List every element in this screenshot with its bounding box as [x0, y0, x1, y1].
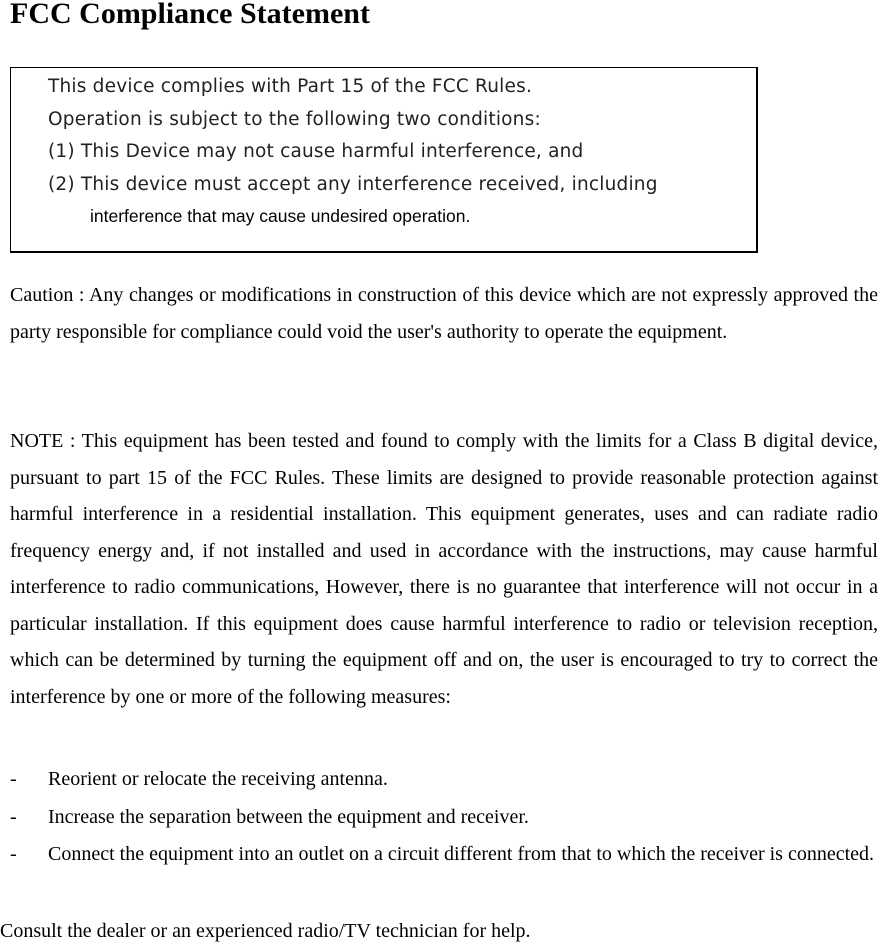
measure-list-item	[10, 761, 878, 798]
bullet-dash: -	[10, 768, 17, 790]
box-line-compliance: This device complies with Part 15 of the FCC Rules.	[48, 76, 533, 97]
measure-list-item	[10, 836, 878, 873]
box-line-condition-1: (1) This Device may not cause harmful interference, and	[48, 141, 584, 162]
measure-list-item	[10, 799, 878, 836]
measure-text: Connect the equipment into an outlet on a circuit different from that to which the receiver is connected.	[48, 843, 875, 865]
bullet-dash: -	[10, 806, 17, 828]
measure-text: Reorient or relocate the receiving antenna.	[48, 768, 388, 790]
box-line-condition-2-continued: interference that may cause undesired operation.	[90, 206, 471, 226]
measure-text: Increase the separation between the equipment and receiver.	[48, 806, 529, 828]
bullet-dash: -	[10, 843, 17, 865]
fcc-conditions-box	[10, 67, 758, 253]
box-line-condition-2: (2) This device must accept any interference received, including	[48, 174, 658, 195]
note-paragraph: NOTE : This equipment has been tested and found to comply with the limits for a Class B digital device, pursuant to part 15 of the FCC Rules. These limits are designed to provide reasonable protection against harmful interference in a residential installation. This equipment generates, uses and can radiate radio frequency energy and, if not installed and used in accordance with the instructions, may cause harmful interference to radio communications, However, there is no guarantee that interference will not occur in a particular installation. If this equipment does cause harmful interference to radio or television reception, which can be determined by turning the equipment off and on, the user is encouraged to try to correct the interference by one or more of the following measures:	[10, 430, 878, 708]
box-line-conditions-intro: Operation is subject to the following two conditions:	[48, 109, 541, 130]
caution-paragraph: Caution : Any changes or modifications in construction of this device which are not expressly approved the party responsible for compliance could void the user's authority to operate the equipment.	[10, 284, 878, 343]
consult-text: Consult the dealer or an experienced radio/TV technician for help.	[0, 920, 531, 942]
page-title: FCC Compliance Statement	[10, 0, 370, 30]
